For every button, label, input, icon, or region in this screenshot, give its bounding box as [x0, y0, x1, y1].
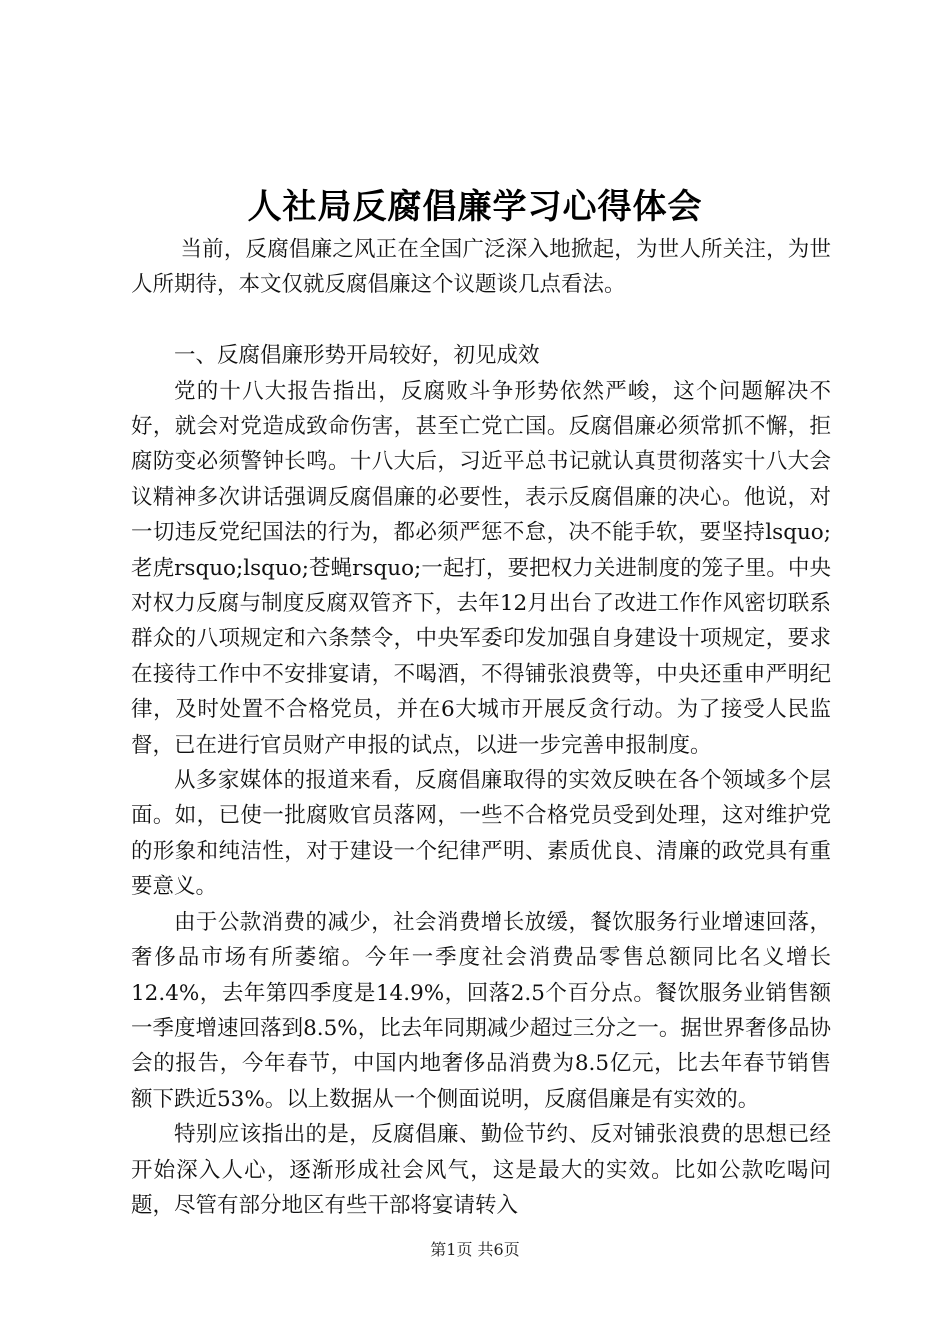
document-title: 人社局反腐倡廉学习心得体会 [247, 187, 703, 227]
paragraph-spacer [131, 303, 831, 338]
body-paragraph: 特别应该指出的是，反腐倡廉、勤俭节约、反对铺张浪费的思想已经开始深入人心，逐渐形成社会风气，这是最大的实效。比如公款吃喝问题，尽管有部分地区有些干部将宴请转入 [131, 1122, 831, 1218]
intro-paragraph: 当前，反腐倡廉之风正在全国广泛深入地掀起，为世人所关注，为世人所期待，本文仅就反腐倡廉这个议题谈几点看法。 [131, 237, 831, 298]
body-paragraph: 党的十八大报告指出，反腐败斗争形势依然严峻，这个问题解决不好，就会对党造成致命伤害，甚至亡党亡国。反腐倡廉必须常抓不懈，拒腐防变必须警钟长鸣。十八大后，习近平总书记就认真贯彻落实十八大会议精神多次讲话强调反腐倡廉的必要性，表示反腐倡廉的决心。他说，对一切违反党纪国法的行为，都必须严惩不怠，决不能手软，要坚持lsquo;老虎rsquo;lsquo;苍蝇rsquo;一起打，要把权力关进制度的笼子里。中央对权力反腐与制度反腐双管齐下，去年12月出台了改进工作作风密切联系群众的八项规定和六条禁令，中央军委印发加强自身建设十项规定，要求在接待工作中不安排宴请，不喝酒，不得铺张浪费等，中央还重申严明纪律，及时处置不合格党员，并在6大城市开展反贪行动。为了接受人民监督，已在进行官员财产申报的试点，以进一步完善申报制度。 [131, 378, 831, 758]
document-body [131, 232, 831, 1223]
page-number-footer: 第1页 共6页 [430, 1240, 520, 1259]
body-paragraph: 由于公款消费的减少，社会消费增长放缓，餐饮服务行业增速回落，奢侈品市场有所萎缩。今年一季度社会消费品零售总额同比名义增长12.4%，去年第四季度是14.9%，回落2.5个百分点。餐饮服务业销售额一季度增速回落到8.5%，比去年同期减少超过三分之一。据世界奢侈品协会的报告，今年春节，中国内地奢侈品消费为8.5亿元，比去年春节销售额下跌近53%。以上数据从一个侧面说明，反腐倡廉是有实效的。 [131, 909, 831, 1112]
body-paragraph: 从多家媒体的报道来看，反腐倡廉取得的实效反映在各个领域多个层面。如，已使一批腐败官员落网，一些不合格党员受到处理，这对维护党的形象和纯洁性，对于建设一个纪律严明、素质优良、清廉的政党具有重要意义。 [131, 768, 831, 900]
section-heading: 一、反腐倡廉形势开局较好，初见成效 [174, 343, 540, 369]
